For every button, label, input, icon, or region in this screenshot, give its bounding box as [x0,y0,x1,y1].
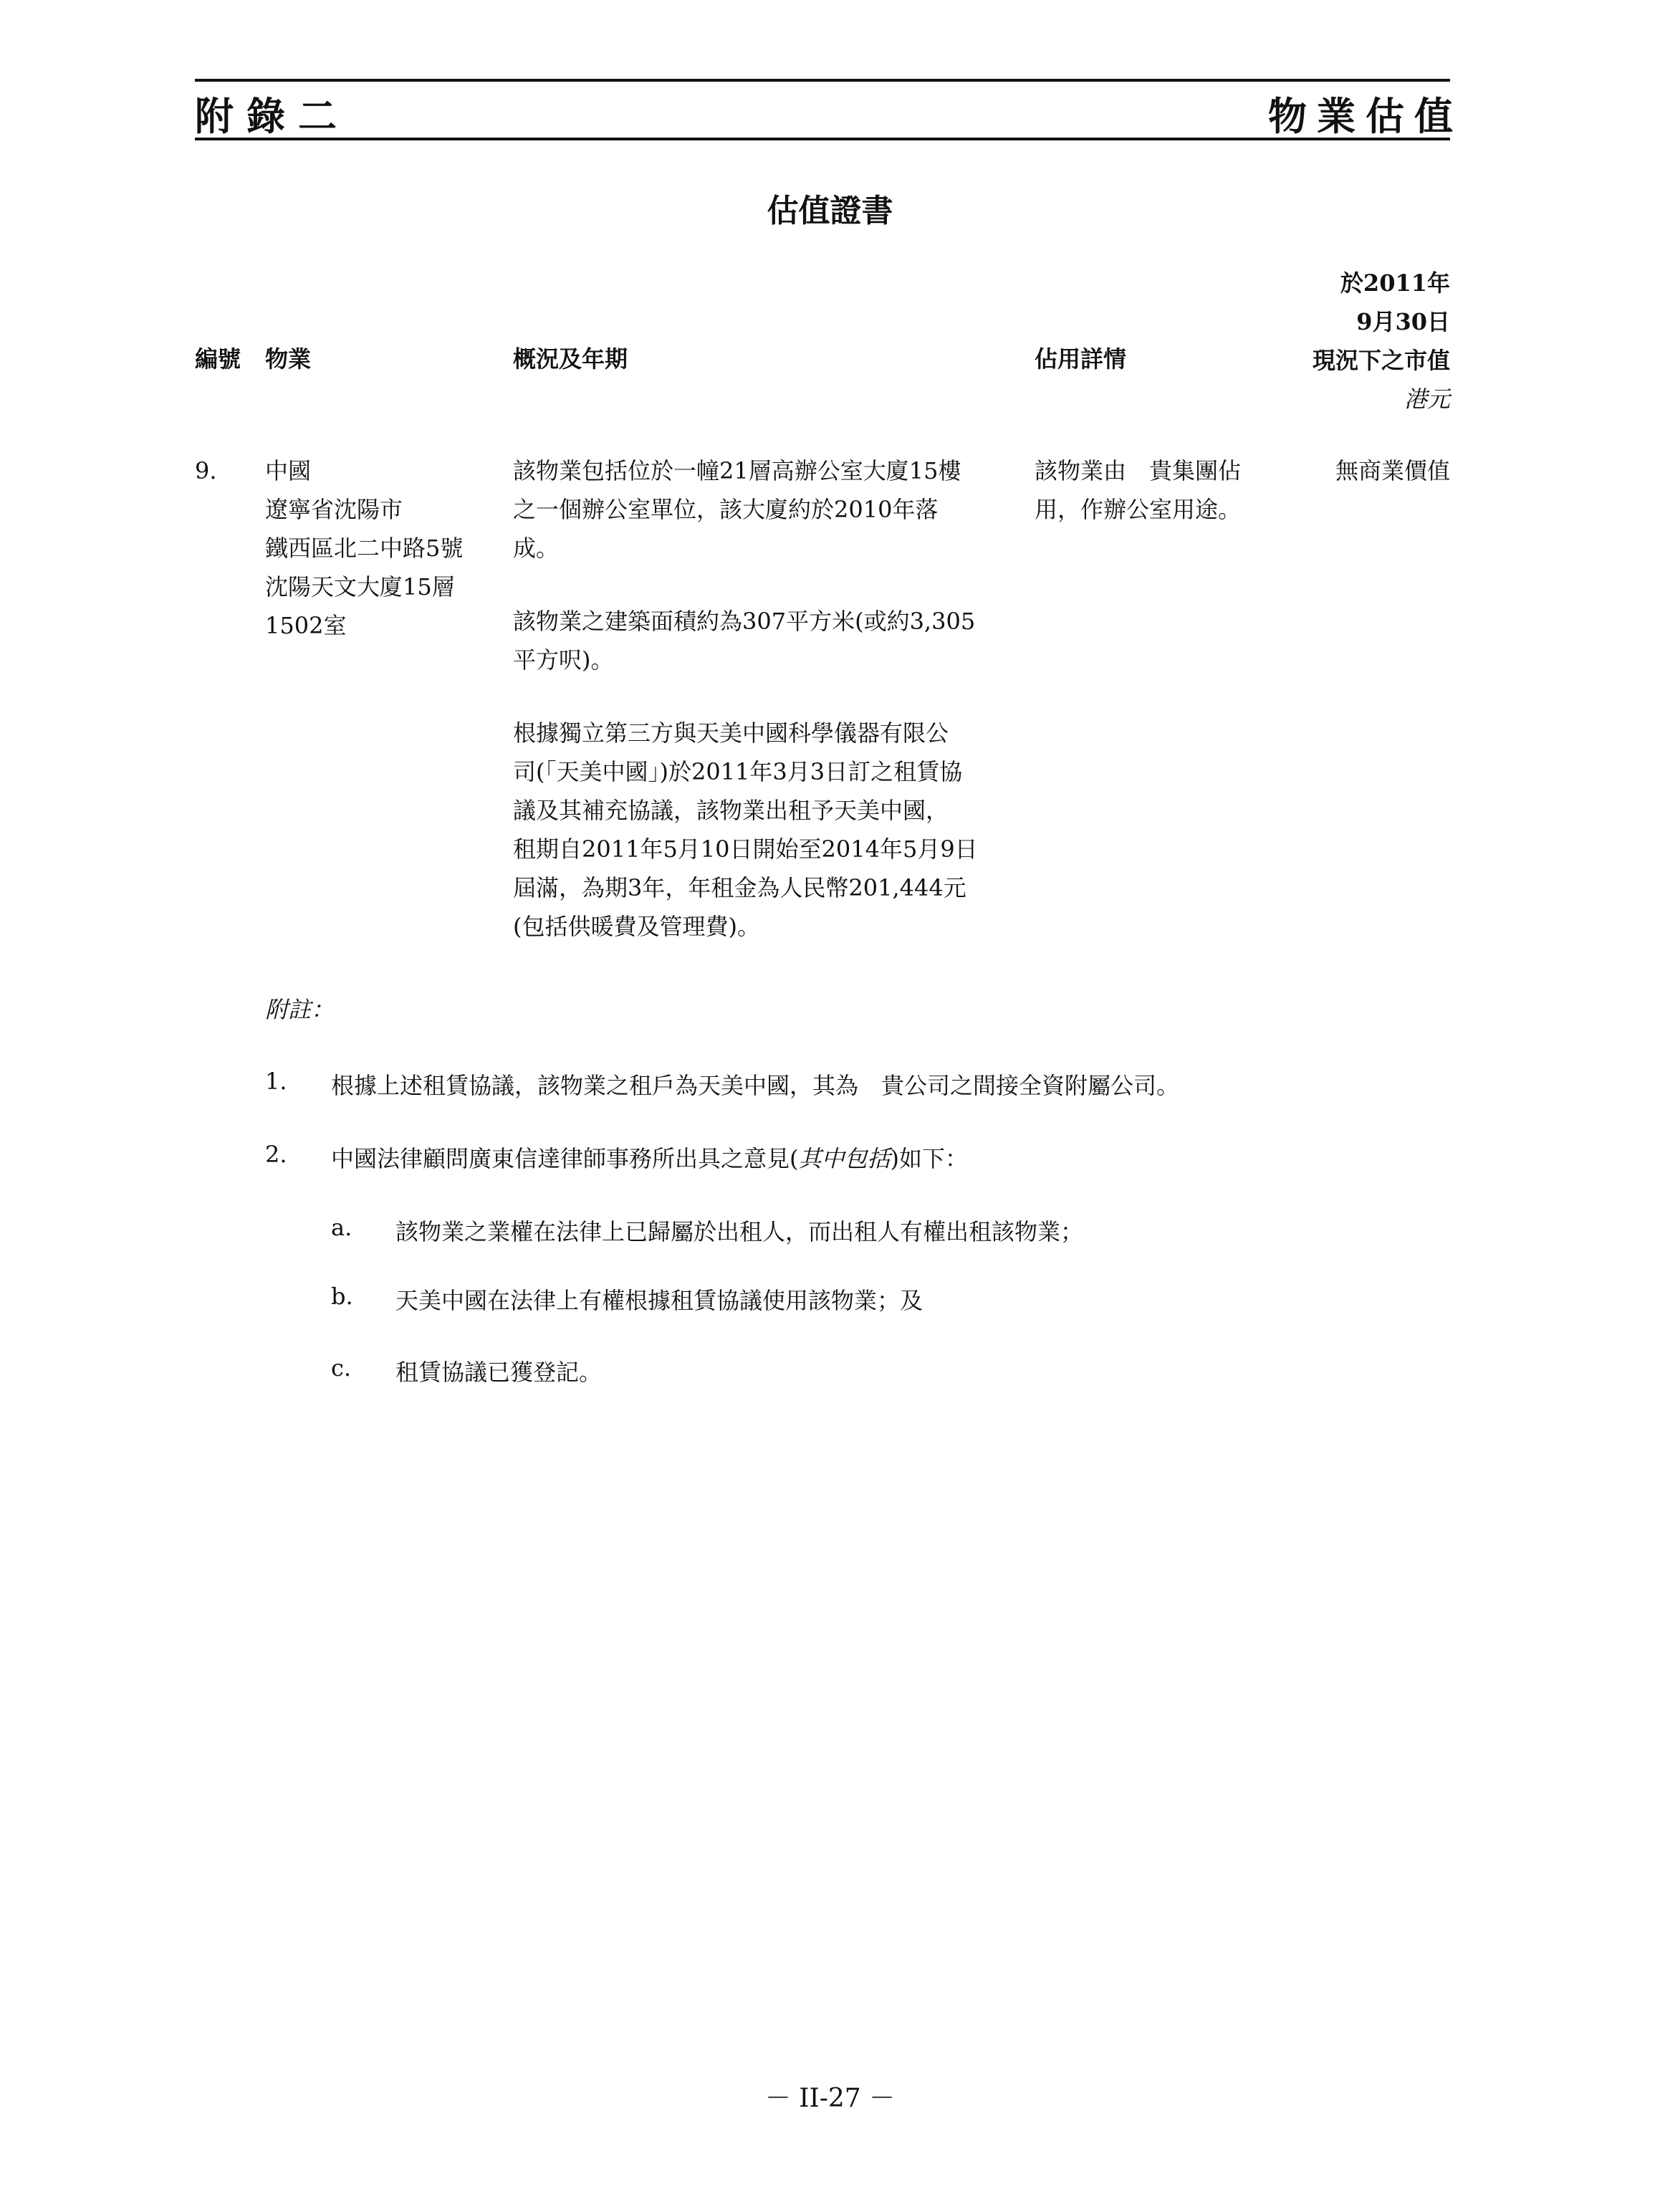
desc-line: 之一個辦公室單位，該大廈約於2010年落 [513,496,939,523]
col-occupancy: 佔用詳情 [1035,345,1127,373]
subitem-b-num: b. [331,1283,353,1310]
col-value-line-1: 於2011年 [1340,269,1450,297]
subitem-b-text: 天美中國在法律上有權根據租賃協議使用該物業；及 [395,1287,923,1314]
desc-line: 成。 [513,535,560,562]
occupancy-line-2: 用，作辦公室用途。 [1035,496,1242,523]
property-line-3: 鐵西區北二中路5號 [265,535,464,562]
desc-line: 平方呎)。 [513,646,614,674]
subitem-c-num: c. [331,1354,352,1382]
desc-line: (包括供暖費及管理費)。 [513,913,760,940]
header-left: 附錄二 [195,93,350,139]
desc-line: 該物業包括位於一幢21層高辦公室大廈15樓 [513,457,961,484]
note-2-text [331,1141,968,1174]
description-para-3 [513,714,1029,946]
row-occupancy [1035,451,1278,529]
desc-line: 屆滿，為期3年，年租金為人民幣201,444元 [513,874,966,901]
desc-line: 根據獨立第三方與天美中國科學儀器有限公 [513,719,949,747]
col-value-line-3: 現況下之市值 [1312,347,1450,374]
col-property: 物業 [265,345,312,373]
desc-line: 議及其補充協議，該物業出租予天美中國， [513,797,949,824]
note-2-num: 2. [265,1141,287,1168]
header-top-rule [195,79,1450,82]
col-no: 編號 [195,345,241,373]
subitem-a-num: a. [331,1214,352,1241]
row-description [513,451,1029,980]
page-title: 估值證書 [767,193,893,229]
row-property [265,451,502,645]
row-value: 無商業價值 [1335,457,1450,484]
desc-line: 租期自2011年5月10日開始至2014年5月9日 [513,836,978,863]
row-no: 9. [195,457,217,484]
col-value-unit: 港元 [1404,386,1450,413]
property-line-2: 遼寧省沈陽市 [265,496,403,523]
page-number: － II-27 － [764,2084,896,2113]
header-bottom-rule [195,138,1450,140]
notes-heading: 附註： [265,996,335,1023]
col-value [1164,264,1450,418]
desc-line: 司(「天美中國」)於2011年3月3日訂之租賃協 [513,758,963,785]
property-line-4: 沈陽天文大廈15層 [265,573,455,600]
desc-line: 該物業之建築面積約為307平方米(或約3,305 [513,608,976,635]
property-line-1: 中國 [265,457,312,484]
note-1-text: 根據上述租賃協議，該物業之租戶為天美中國，其為 貴公司之間接全資附屬公司。 [331,1072,1180,1099]
subitem-a-text: 該物業之業權在法律上已歸屬於出租人，而出租人有權出租該物業； [395,1218,1084,1245]
col-value-line-2: 9月30日 [1356,308,1450,335]
occupancy-line-1: 該物業由 貴集團佔 [1035,457,1242,484]
note-2-text-after: )如下： [890,1145,969,1172]
note-2-text-before: 中國法律顧問廣東信達律師事務所出具之意見( [331,1145,799,1172]
subitem-c-text: 租賃協議已獲登記。 [395,1359,603,1386]
header-right: 物業估值 [1268,93,1463,139]
col-description: 概況及年期 [513,345,628,373]
note-2-text-italic: 其中包括 [798,1145,891,1172]
description-para-1 [513,451,1029,568]
note-1-num: 1. [265,1068,287,1095]
property-line-5: 1502室 [265,612,347,639]
description-para-2 [513,602,1029,679]
